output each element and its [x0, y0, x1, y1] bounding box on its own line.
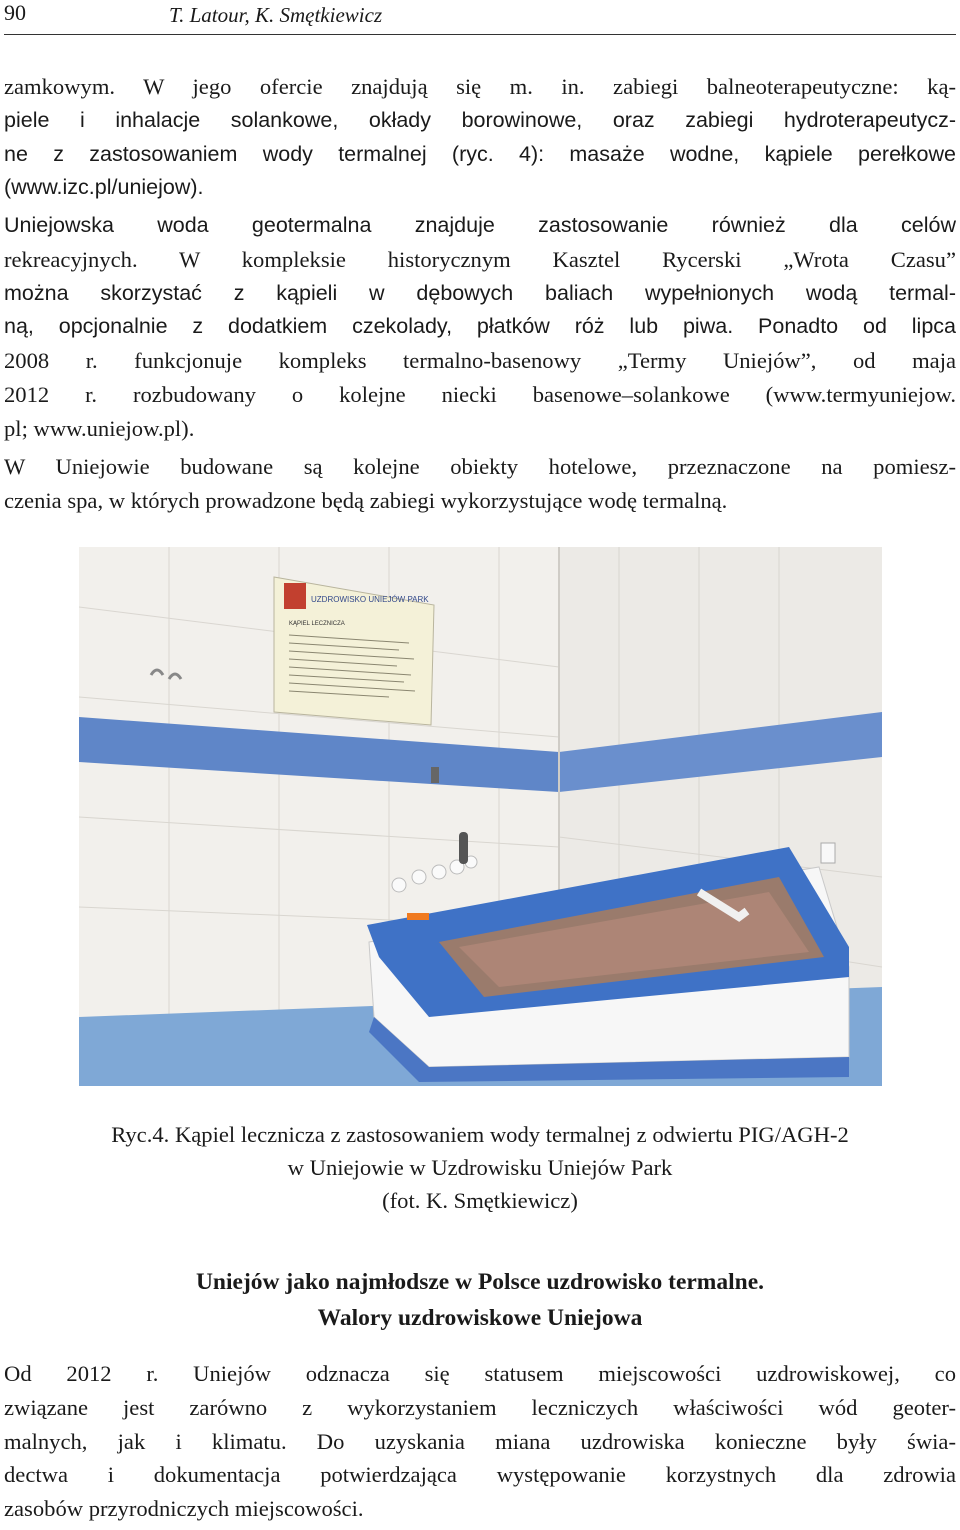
text-line: W Uniejowie budowane są kolejne obiekty hotelowe, przeznaczone na pomiesz-	[4, 454, 956, 479]
poster-subtitle: KĄPIEL LECZNICZA	[289, 621, 345, 627]
text-line: ną, opcjonalnie z dodatkiem czekolady, płatków róż lub piwa. Ponadto od lipca	[4, 314, 956, 339]
caption-line: Ryc.4. Kąpiel lecznicza z zastosowaniem wody termalnej z odwiertu PIG/AGH-2	[111, 1122, 849, 1147]
text-line: czenia spa, w których prowadzone będą zabiegi wykorzystujące wodę termalną.	[4, 487, 728, 513]
text-line: pl; www.uniejow.pl).	[4, 415, 195, 441]
text-line: (www.izc.pl/uniejow).	[4, 175, 204, 200]
text-line: 2012 r. rozbudowany o kolejne niecki basenowe–solankowe (www.termyuniejow.	[4, 381, 956, 407]
paragraph-2	[4, 209, 956, 446]
text-line: Uniejowska woda geotermalna znajduje zastosowanie również dla celów	[4, 213, 956, 237]
running-head-authors: T. Latour, K. Smętkiewicz	[169, 3, 383, 27]
figure-caption	[4, 1118, 956, 1217]
text-line: malnych, jak i klimatu. Do uzyskania miana uzdrowiska konieczne były świa-	[4, 1428, 956, 1454]
text-line: zamkowym. W jego ofercie znajdują się m. in. zabiegi balneoterapeutyczne: ką-	[4, 74, 956, 99]
running-header	[4, 0, 956, 35]
heading-line: Uniejów jako najmłodsze w Polsce uzdrowisko termalne.	[195, 1269, 765, 1295]
text-line: 2008 r. funkcjonuje kompleks termalno-basenowy „Termy Uniejów”, od maja	[4, 348, 956, 374]
text-line: Od 2012 r. Uniejów odznacza się statusem miejscowości uzdrowiskowej, co	[4, 1361, 956, 1386]
text-line: piele i inhalacje solankowe, okłady borowinowe, oraz zabiegi hydroterapeutycz-	[4, 107, 956, 132]
page-number: 90	[4, 0, 26, 25]
text-line: można skorzystać z kąpieli w dębowych baliach wypełnionych wodą termal-	[4, 280, 956, 305]
paragraph-3	[4, 450, 956, 518]
text-line: dectwa i dokumentacja potwierdzająca występowanie korzystnych dla zdrowia	[4, 1462, 956, 1488]
text-line: związane jest zarówno z wykorzystaniem leczniczych właściwości wód geoter-	[4, 1394, 956, 1420]
caption-line: (fot. K. Smętkiewicz)	[382, 1188, 578, 1213]
text-line: ne z zastosowaniem wody termalnej (ryc. 4): masaże wodne, kąpiele perełkowe	[4, 141, 956, 166]
heading-line: Walory uzdrowiskowe Uniejowa	[317, 1305, 643, 1331]
text-line: rekreacyjnych. W kompleksie historycznym Kasztel Rycerski „Wrota Czasu”	[4, 246, 956, 272]
text-line: zasobów przyrodniczych miejscowości.	[4, 1496, 364, 1522]
paragraph-1	[4, 70, 956, 205]
caption-line: w Uniejowie w Uzdrowisku Uniejów Park	[287, 1155, 673, 1180]
poster-title: UZDROWISKO UNIEJÓW PARK	[311, 595, 429, 604]
section-heading	[4, 1264, 956, 1336]
figure-photo-bathtub	[79, 547, 882, 1086]
paragraph-4	[4, 1357, 956, 1526]
